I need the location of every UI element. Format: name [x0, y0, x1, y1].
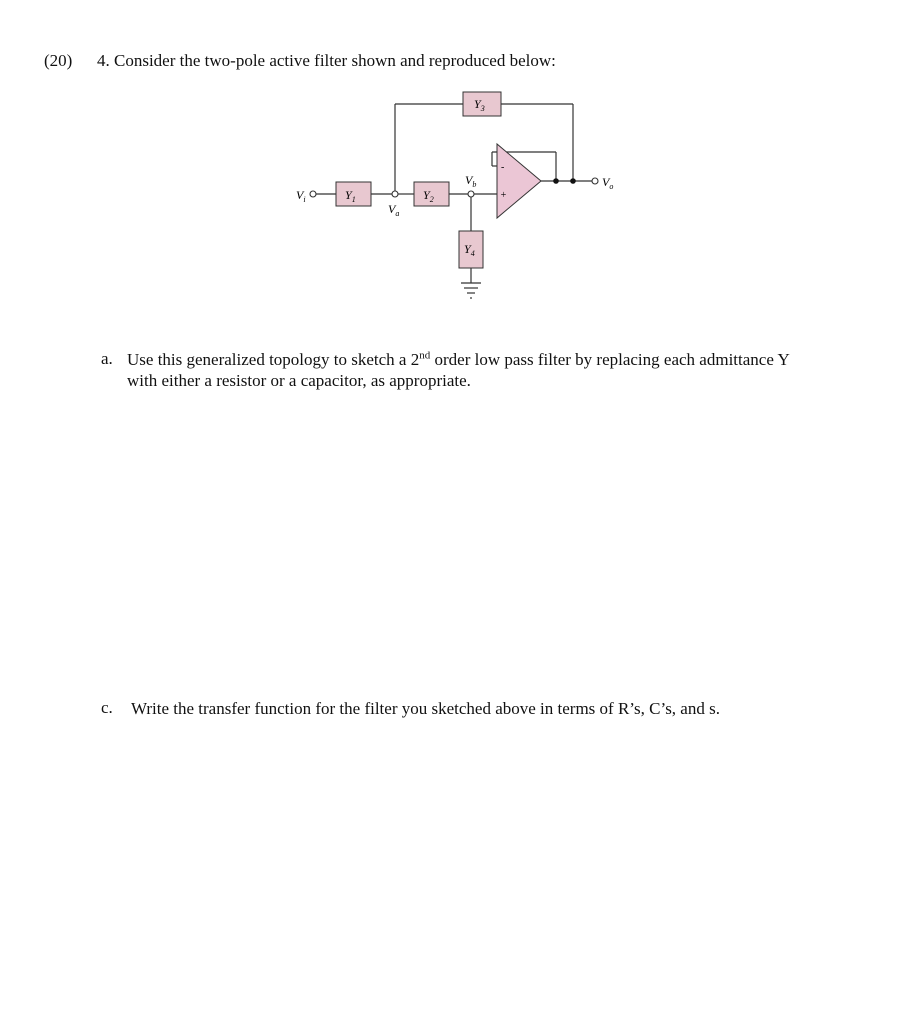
circuit-diagram [0, 0, 898, 320]
part-a-line-2: with either a resistor or a capacitor, as appropriate. [127, 371, 471, 390]
label-y4: $Y_4$ [464, 242, 475, 258]
ground-icon [461, 283, 481, 298]
question-title: 4. Consider the two-pole active filter shown and reproduced below: [97, 51, 556, 70]
label-plus: + [500, 190, 507, 201]
terminal-vi [310, 191, 316, 197]
label-vo: $V_o$ [602, 175, 614, 191]
label-minus: - [501, 162, 505, 173]
label-vi: $V_i$ [296, 188, 306, 204]
label-y1: $Y_1$ [345, 188, 356, 204]
label-va: $V_a$ [388, 202, 400, 218]
label-vb: $V_b$ [465, 173, 477, 189]
op-amp-triangle [497, 144, 541, 218]
part-c-label: c. [101, 698, 113, 717]
part-a-line-1: Use this generalized topology to sketch a 2nd order low pass filter by replacing each admittance Y [127, 349, 790, 369]
terminal-va [392, 191, 398, 197]
label-y3: $Y_3$ [474, 97, 485, 113]
junction-dot [570, 178, 576, 184]
part-a-label: a. [101, 349, 113, 368]
terminal-vb [468, 191, 474, 197]
question-points: (20) [44, 51, 73, 70]
part-a-text [127, 349, 877, 391]
part-c-text: Write the transfer function for the filter you sketched above in terms of R’s, C’s, and s. [131, 699, 720, 718]
label-y2: $Y_2$ [423, 188, 434, 204]
terminal-vo [592, 178, 598, 184]
junction-dot [553, 178, 559, 184]
